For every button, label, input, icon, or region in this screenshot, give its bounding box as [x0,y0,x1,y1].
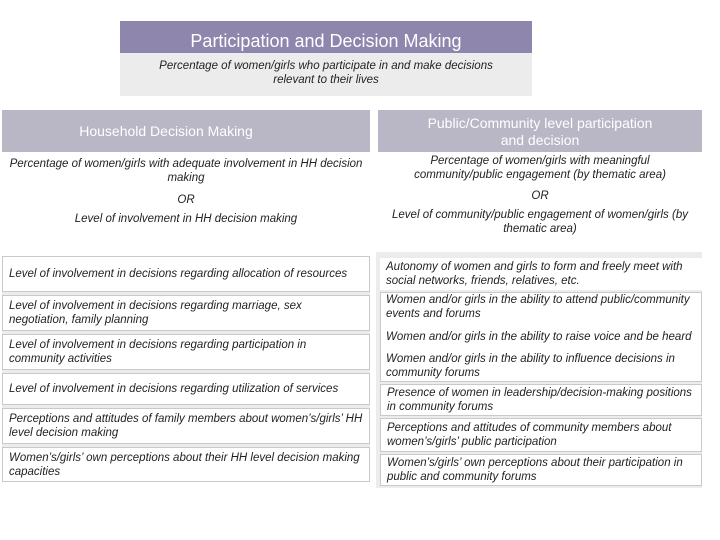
public-item: Autonomy of women and girls to form and freely meet with social networks, friends, relatives, etc. [380,258,702,290]
public-item: Perceptions and attitudes of community members about women’s/girls’ public participation [380,418,702,452]
page-title: Participation and Decision Making [190,31,462,51]
household-item: Level of involvement in decisions regarding participation in community activities [2,334,370,370]
public-indicator-1: Percentage of women/girls with meaningful community/public engagement (by thematic area) [414,155,666,181]
public-indicator-2: Level of community/public engagement of women/girls (by thematic area) [392,209,688,235]
public-item: Presence of women in leadership/decision-making positions in community forums [380,384,702,416]
household-indicator-1: Percentage of women/girls with adequate involvement in HH decision making [9,158,363,184]
page-subtitle: Percentage of women/girls who participate in and make decisions relevant to their lives [159,60,493,86]
public-header [378,110,702,152]
household-header-label: Household Decision Making [79,123,253,139]
household-item: Level of involvement in decisions regarding allocation of resources [2,256,370,292]
household-item: Level of involvement in decisions regarding utilization of services [2,373,370,405]
title-bar [120,21,532,53]
household-or-label: OR [177,194,195,206]
household-item: Level of involvement in decisions regarding marriage, sex negotiation, family planning [2,295,370,331]
public-item: Women and/or girls in the ability to influence decisions in community forums [386,353,675,379]
public-item: Women and/or girls in the ability to attend public/community events and forums [386,294,690,320]
subtitle-box [120,53,532,96]
public-header-label: Public/Community level participation and decision [427,115,653,148]
household-indicator-2: Level of involvement in HH decision making [74,213,298,225]
household-item: Perceptions and attitudes of family members about women’s/girls’ HH level decision making [2,408,370,444]
public-item: Women and/or girls in the ability to raise voice and be heard [386,331,692,343]
public-or-label: OR [531,190,549,202]
household-item: Women’s/girls’ own perceptions about their HH level decision making capacities [2,447,370,482]
public-item: Women’s/girls’ own perceptions about their participation in public and community forums [380,454,702,486]
household-header [2,110,370,152]
